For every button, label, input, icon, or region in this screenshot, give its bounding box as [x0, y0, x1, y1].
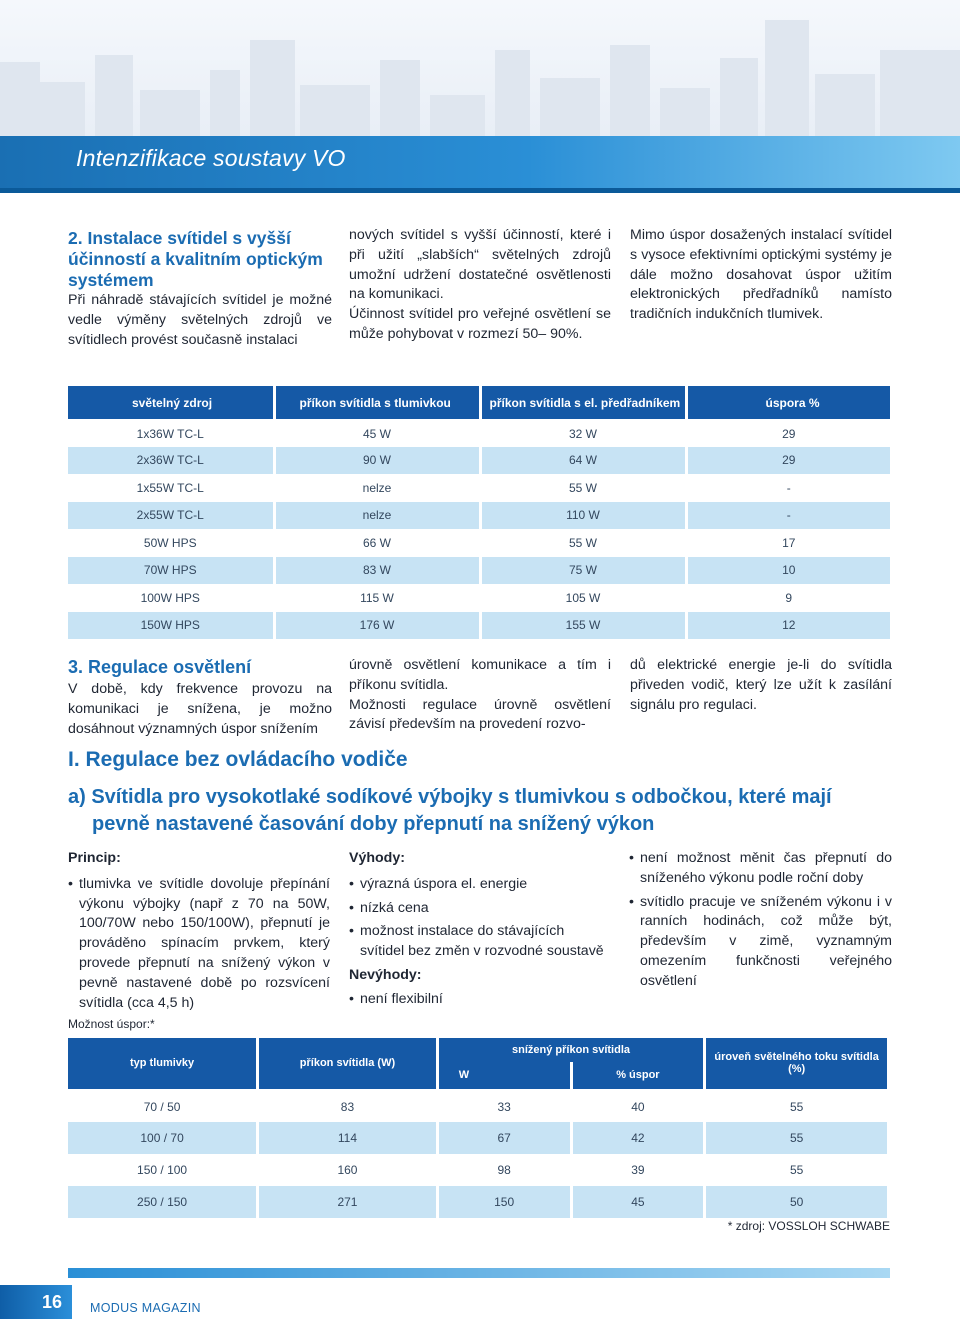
sectionI-subheading-line2: pevně nastavené časování doby přepnutí na snížený výkon	[92, 813, 655, 835]
limitations-col	[629, 849, 892, 992]
table-row	[68, 557, 890, 585]
cell: 64 W	[480, 447, 686, 475]
cell: 100 / 70	[68, 1122, 258, 1154]
pros-cons-col	[349, 849, 611, 1010]
th-light-source: světelný zdroj	[68, 386, 274, 419]
cell: 250 / 150	[68, 1186, 258, 1218]
cell: 98	[437, 1154, 571, 1186]
limitations-list	[629, 849, 892, 992]
section2-col2	[349, 226, 611, 345]
cell: 67	[437, 1122, 571, 1154]
section3-col1	[68, 656, 332, 739]
table-row	[68, 612, 890, 640]
cell: 2x55W TC-L	[68, 502, 274, 530]
disadvantages-list	[349, 990, 611, 1010]
section3-col3	[630, 656, 892, 715]
list-item: • tlumivka ve svítidle dovoluje přepínání výkonu výbojky (např z 70 na 50W, 100/70W nebo 150/100W), přepnutí je prováděno spínacím prvkem, který provede přepnutí na snížený výkon v pevně nastavené době po rozsvícení svítidla (cca 4,5 h)	[68, 875, 330, 1014]
list-item: • možnost instalace do stávajících svítidel bez změn v rozvodné soustavě	[349, 922, 611, 962]
banner-stripe	[0, 188, 960, 193]
cell: 150W HPS	[68, 612, 274, 640]
header-skyline	[0, 0, 960, 140]
cell: 83	[258, 1090, 438, 1122]
cell: 2x36W TC-L	[68, 447, 274, 475]
cell: 1x36W TC-L	[68, 419, 274, 447]
section3-heading	[68, 656, 332, 678]
cell: 55 W	[480, 529, 686, 557]
section3-col2-text-a: úrovně osvětlení komunikace a tím i příkonu svítidla.	[349, 657, 611, 693]
cell: 176 W	[274, 612, 480, 640]
sectionI-heading: I. Regulace bez ovládacího vodiče	[68, 748, 408, 771]
cell: -	[786, 480, 791, 495]
list-item: • nízká cena	[349, 899, 611, 919]
cell: 75 W	[480, 557, 686, 585]
th-power: příkon svítidla (W)	[258, 1038, 438, 1090]
section2-col2-text-b: Účinnost svítidel pro veřejné osvětlení se může pohybovat v rozmezí 50– 90%.	[349, 306, 611, 342]
cell: 45	[571, 1186, 705, 1218]
page-number: 16	[0, 1285, 72, 1319]
section3-heading-num: 3.	[68, 657, 84, 677]
sectionI-subheading-a	[68, 784, 898, 838]
th-power-ballast: příkon svítidla s el. předřadníkem	[480, 386, 686, 419]
table-row	[68, 502, 890, 530]
table-row	[68, 419, 890, 447]
section2-heading	[68, 228, 332, 291]
table-row	[68, 1090, 889, 1122]
savings-label: Možnost úspor:*	[68, 1017, 155, 1031]
th-choke-type: typ tlumivky	[68, 1038, 258, 1090]
cell: 55	[705, 1122, 889, 1154]
th-power-choke: příkon svítidla s tlumivkou	[274, 386, 480, 419]
cell: 271	[258, 1186, 438, 1218]
cell: 150 / 100	[68, 1154, 258, 1186]
section2-col1-text: Při náhradě stávajících svítidel je možné vedle výměny světelných zdrojů ve svítidlech provést současně instalaci	[68, 292, 332, 348]
cell: 160	[258, 1154, 438, 1186]
cell: 83 W	[274, 557, 480, 585]
advantages-label: Výhody:	[349, 850, 405, 866]
cell: 40	[571, 1090, 705, 1122]
cell: 70 / 50	[68, 1090, 258, 1122]
table-row	[68, 529, 890, 557]
section2-col3-text: Mimo úspor dosažených instalací svítidel s vysoce efektivními optickými systémy je dále možno dosahovat úspor užitím elektronických předřadníků namísto tradičních indukčních tlumivek.	[630, 227, 892, 323]
cell: -	[686, 502, 890, 530]
table-row	[68, 447, 890, 475]
section3-col2	[349, 656, 611, 735]
cell: 29	[782, 427, 796, 442]
cell: 50	[705, 1186, 889, 1218]
principle-list	[68, 875, 330, 1014]
section2-col3	[630, 226, 892, 325]
cell: 115 W	[274, 584, 480, 612]
cell: nelze	[274, 474, 480, 502]
cell: 66 W	[274, 529, 480, 557]
section3-col3-text: dů elektrické energie je-li do svítidla přiveden vodič, který lze užít k zasílání signálu pro regulaci.	[630, 657, 892, 713]
th-light-level: úroveň světelného toku svítidla (%)	[705, 1038, 889, 1090]
section2-heading-text: Instalace svítidel s vyšší účinností a kvalitním optickým systémem	[68, 228, 323, 290]
cell: 55	[705, 1154, 889, 1186]
cell: 100W HPS	[68, 584, 274, 612]
cell: 150	[437, 1186, 571, 1218]
th-reduced: snížený příkon svítidla	[437, 1038, 704, 1062]
principle-label: Princip:	[68, 850, 121, 866]
table-row	[68, 1186, 889, 1218]
section3-col2-text-b: Možnosti regulace úrovně osvětlení závisí především na provedení rozvo-	[349, 696, 611, 733]
list-item: • není flexibilní	[349, 990, 611, 1010]
cell: 45 W	[274, 419, 480, 447]
list-item: • svítidlo pracuje ve sníženém výkonu i v ranních hodinách, což může být, především v zimě, vyznamným omezením funkčnosti veřejného osvětlení	[629, 893, 892, 992]
th-savings: úspora %	[686, 386, 890, 419]
cell: 155 W	[480, 612, 686, 640]
cell: 70W HPS	[68, 557, 274, 585]
cell: 110 W	[480, 502, 686, 530]
savings-table	[68, 1038, 890, 1218]
list-item: • výrazná úspora el. energie	[349, 875, 611, 895]
cell: 32 W	[480, 419, 686, 447]
source-note: * zdroj: VOSSLOH SCHWABE	[727, 1219, 890, 1233]
cell: 39	[571, 1154, 705, 1186]
cell: 42	[571, 1122, 705, 1154]
cell: nelze	[274, 502, 480, 530]
table-row	[68, 1122, 889, 1154]
cell: 50W HPS	[68, 529, 274, 557]
table-row	[68, 584, 890, 612]
cell: 29	[686, 447, 890, 475]
th-watts: W	[437, 1062, 571, 1090]
section2-col1	[68, 228, 332, 350]
list-item: • není možnost měnit čas přepnutí do sníženého výkonu podle roční doby	[629, 849, 892, 889]
section2-col2-text-a: nových svítidel s vyšší účinností, které i při užití „slabších“ světelných zdrojů umožní udržení dostatečné osvětlenosti na komunikaci.	[349, 227, 611, 303]
section3-col1-text: V době, kdy frekvence provozu na komunikaci je snížena, je možno dosáhnout významných úspor snížením	[68, 681, 332, 737]
table-header-row	[68, 386, 890, 419]
cell: 114	[258, 1122, 438, 1154]
magazine-name: MODUS MAGAZIN	[90, 1301, 201, 1315]
cell: 55 W	[480, 474, 686, 502]
table-row	[68, 474, 890, 502]
advantages-list	[349, 875, 611, 962]
table-header-row	[68, 1038, 889, 1062]
section2-heading-num: 2.	[68, 228, 83, 248]
disadvantages-label: Nevýhody:	[349, 966, 422, 983]
cell: 10	[686, 557, 890, 585]
skyline-graphic	[0, 0, 960, 140]
cell: 105 W	[480, 584, 686, 612]
cell: 90 W	[274, 447, 480, 475]
cell: 12	[686, 612, 890, 640]
cell: 1x55W TC-L	[68, 474, 274, 502]
cell: 9	[785, 590, 793, 605]
table-row	[68, 1154, 889, 1186]
ballast-comparison-table	[68, 386, 890, 639]
sectionI-subheading-line1: a) Svítidla pro vysokotlaké sodíkové výbojky s tlumivkou s odbočkou, které mají	[68, 786, 832, 808]
th-savings-pct: % úspor	[571, 1062, 705, 1090]
cell: 55	[705, 1090, 889, 1122]
cell: 17	[782, 535, 796, 550]
section3-heading-text: Regulace osvětlení	[88, 657, 252, 677]
footer-rule	[68, 1268, 890, 1278]
page-title: Intenzifikace soustavy VO	[76, 145, 346, 171]
principle-col	[68, 849, 330, 1013]
cell: 33	[437, 1090, 571, 1122]
